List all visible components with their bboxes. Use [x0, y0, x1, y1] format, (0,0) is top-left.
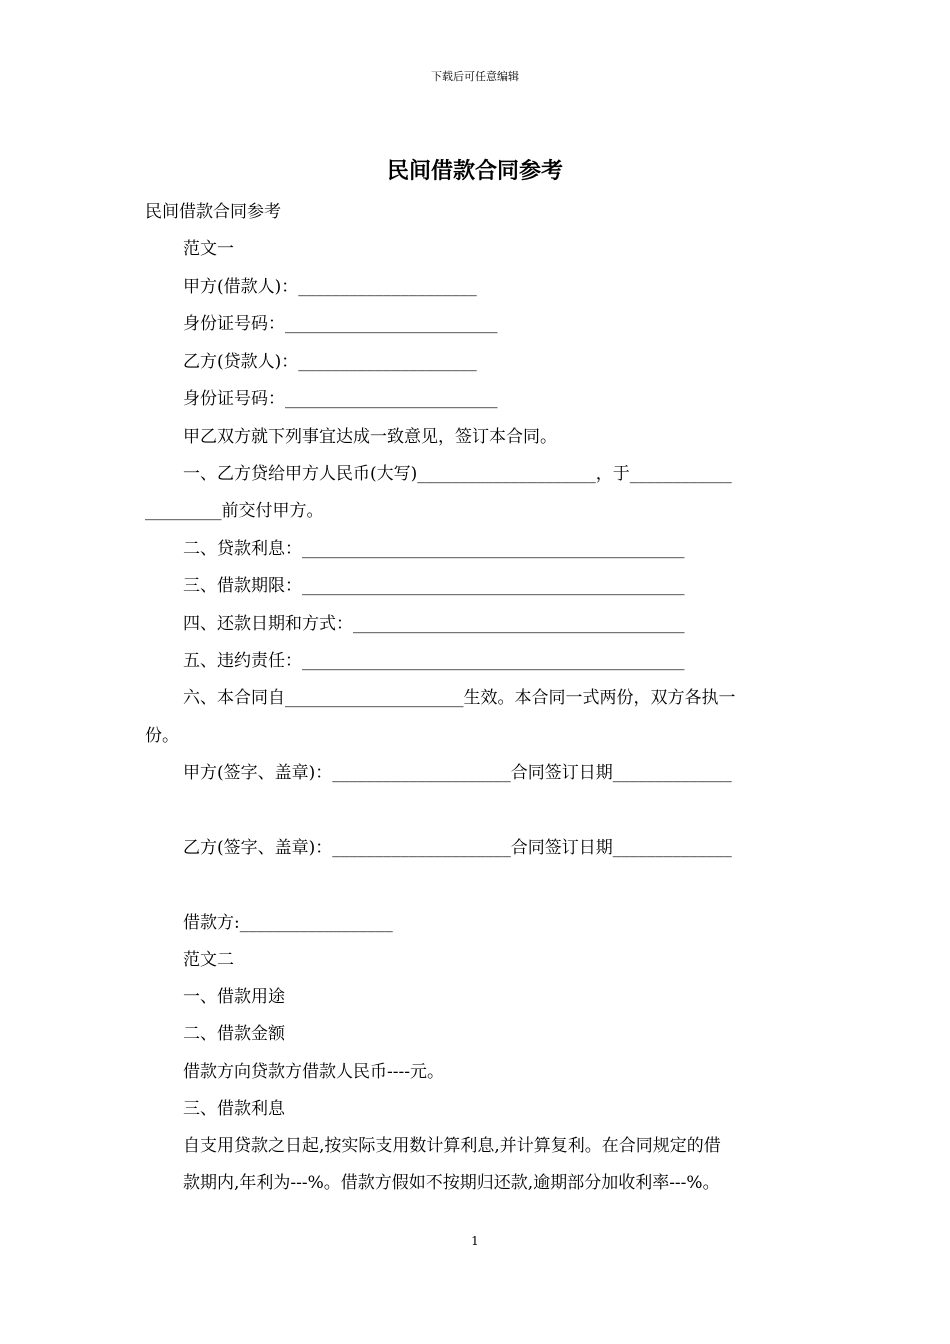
item-2-line: 二、借款金额 — [183, 1024, 285, 1044]
party-b-id-line: 身份证号码：_________________________ — [183, 389, 498, 409]
clause-2-line: 二、贷款利息：_____________________________________________ — [183, 539, 685, 559]
clause-1-line: 一、乙方贷给甲方人民币(大写)_____________________，于____________ — [183, 464, 732, 484]
signature-b-line: 乙方(签字、盖章)：_____________________合同签订日期______________ — [183, 838, 732, 858]
subtitle-line: 民间借款合同参考 — [145, 202, 281, 222]
interest-cont-line: 款期内,年利为---%。借款方假如不按期归还款,逾期部分加收利率---%。 — [183, 1173, 720, 1193]
party-a-line: 甲方(借款人)：_____________________ — [183, 277, 477, 297]
borrower-line: 借款方:__________________ — [183, 913, 393, 933]
clause-6-cont-line: 份。 — [145, 726, 179, 746]
page-header: 下载后可任意编辑 — [431, 70, 519, 83]
document-title: 民间借款合同参考 — [386, 158, 563, 184]
section-heading-2: 范文二 — [183, 950, 234, 970]
agreement-line: 甲乙双方就下列事宜达成一致意见，签订本合同。 — [183, 427, 557, 447]
section-heading: 范文一 — [183, 239, 234, 259]
party-a-id-line: 身份证号码：_________________________ — [183, 314, 498, 334]
amount-line: 借款方向贷款方借款人民币----元。 — [183, 1062, 444, 1082]
clause-4-line: 四、还款日期和方式：_______________________________________ — [183, 614, 685, 634]
item-1-line: 一、借款用途 — [183, 987, 285, 1007]
clause-3-line: 三、借款期限：_____________________________________________ — [183, 576, 685, 596]
signature-a-line: 甲方(签字、盖章)：_____________________合同签订日期______________ — [183, 763, 732, 783]
party-b-line: 乙方(贷款人)：_____________________ — [183, 352, 477, 372]
item-3-line: 三、借款利息 — [183, 1099, 285, 1119]
page-number: 1 — [471, 1234, 479, 1248]
clause-6-line: 六、本合同自_____________________生效。本合同一式两份，双方各执一 — [183, 688, 736, 708]
clause-1-cont-line: _________前交付甲方。 — [145, 501, 324, 521]
interest-line: 自支用贷款之日起,按实际支用数计算利息,并计算复利。在合同规定的借 — [183, 1136, 721, 1156]
clause-5-line: 五、违约责任：_____________________________________________ — [183, 651, 685, 671]
